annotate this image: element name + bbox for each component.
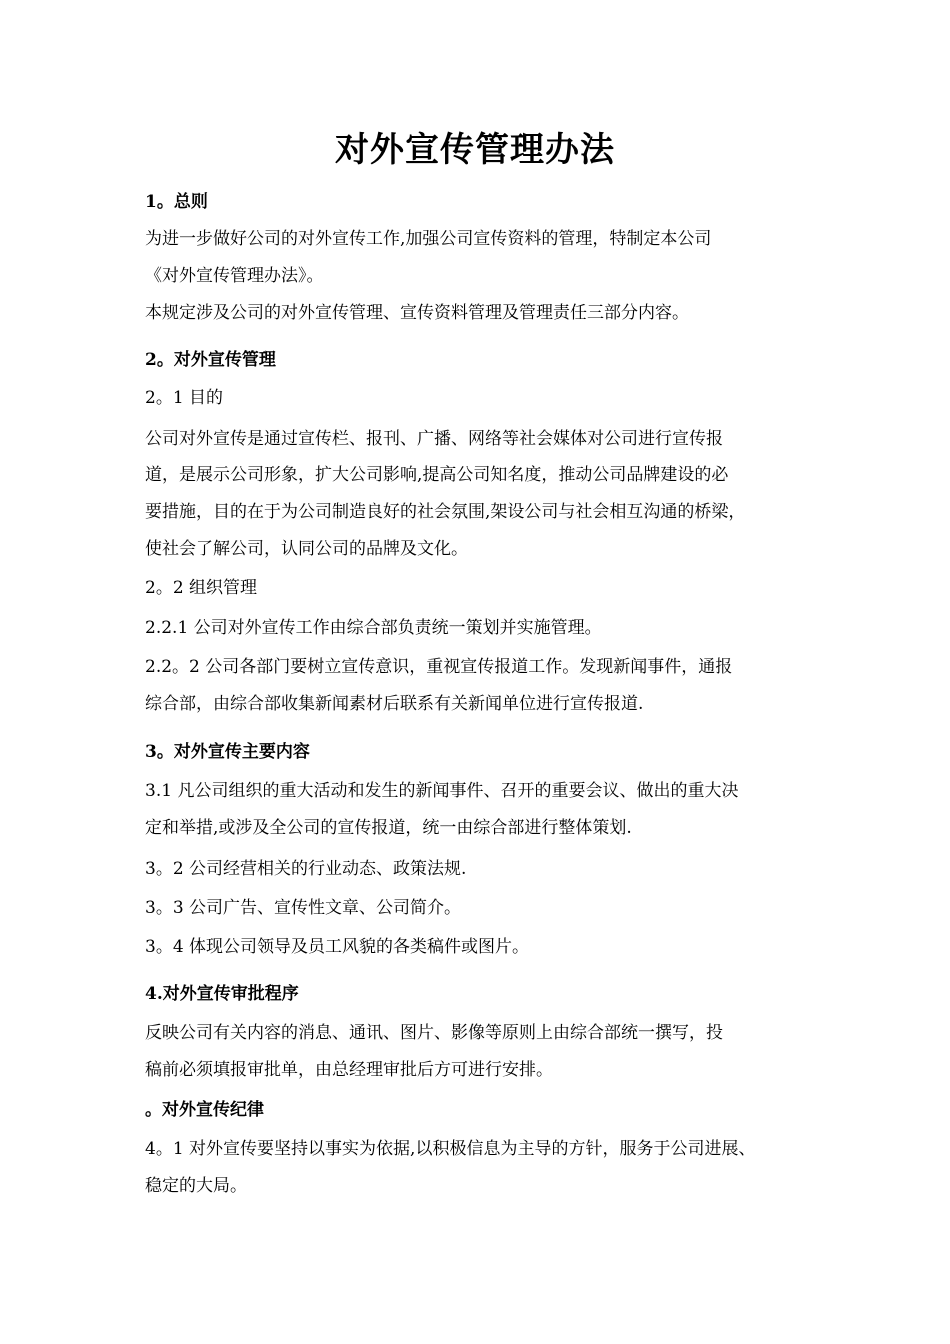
paragraph-line: 《对外宣传管理办法》。 [145, 266, 324, 286]
section-heading-discipline: 。对外宣传纪律 [145, 1100, 264, 1120]
section-heading-approval: 4.对外宣传审批程序 [145, 984, 299, 1004]
section-heading-external-publicity: 2。对外宣传管理 [145, 350, 276, 370]
section-heading-general: 1。总则 [145, 192, 208, 212]
paragraph-line: 要措施，目的在于为公司制造良好的社会氛围,架设公司与社会相互沟通的桥梁， [145, 502, 746, 522]
paragraph-line: 稿前必须填报审批单，由总经理审批后方可进行安排。 [145, 1060, 553, 1080]
paragraph-line: 定和举措,或涉及全公司的宣传报道，统一由综合部进行整体策划. [145, 818, 632, 838]
paragraph-line: 3.1 凡公司组织的重大活动和发生的新闻事件、召开的重要会议、做出的重大决 [145, 781, 739, 801]
paragraph-line: 3。4 体现公司领导及员工风貌的各类稿件或图片。 [145, 937, 530, 957]
paragraph-line: 稳定的大局。 [145, 1176, 247, 1196]
paragraph-line: 2.2。2 公司各部门要树立宣传意识，重视宣传报道工作。发现新闻事件，通报 [145, 657, 733, 677]
paragraph-line: 综合部，由综合部收集新闻素材后联系有关新闻单位进行宣传报道. [145, 694, 644, 714]
paragraph-line: 3。2 公司经营相关的行业动态、政策法规. [145, 859, 467, 879]
subsection-heading-organization: 2。2 组织管理 [145, 578, 258, 598]
paragraph-line: 道，是展示公司形象，扩大公司影响,提高公司知名度，推动公司品牌建设的必 [145, 465, 729, 485]
paragraph-line: 本规定涉及公司的对外宣传管理、宣传资料管理及管理责任三部分内容。 [145, 303, 689, 323]
paragraph-line: 3。3 公司广告、宣传性文章、公司简介。 [145, 898, 462, 918]
paragraph-line: 4。1 对外宣传要坚持以事实为依据,以积极信息为主导的方针，服务于公司进展、 [145, 1139, 756, 1159]
paragraph-line: 为进一步做好公司的对外宣传工作,加强公司宣传资料的管理，特制定本公司 [145, 229, 712, 249]
paragraph-line: 公司对外宣传是通过宣传栏、报刊、广播、网络等社会媒体对公司进行宣传报 [145, 429, 723, 449]
paragraph-line: 反映公司有关内容的消息、通讯、图片、影像等原则上由综合部统一撰写，投 [145, 1023, 723, 1043]
subsection-heading-purpose: 2。1 目的 [145, 388, 224, 408]
paragraph-line: 2.2.1 公司对外宣传工作由综合部负责统一策划并实施管理。 [145, 618, 602, 638]
section-heading-main-content: 3。对外宣传主要内容 [145, 742, 310, 762]
paragraph-line: 使社会了解公司，认同公司的品牌及文化。 [145, 539, 468, 559]
document-title: 对外宣传管理办法 [335, 130, 615, 170]
